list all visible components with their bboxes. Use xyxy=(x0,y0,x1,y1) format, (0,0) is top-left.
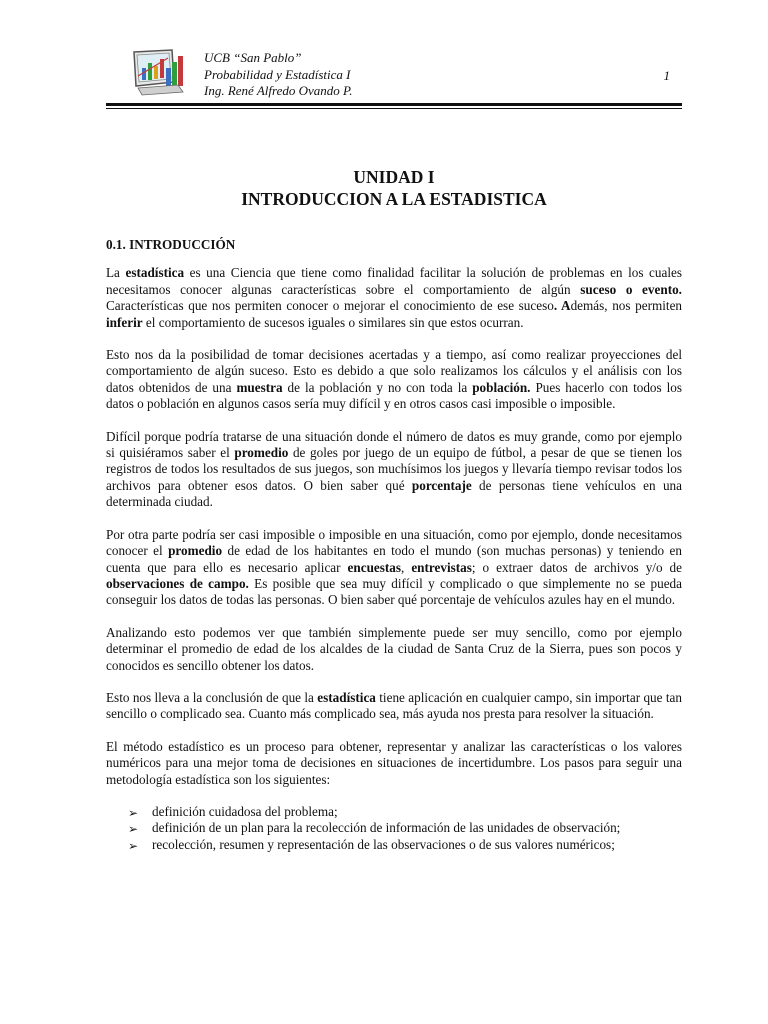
unit-title-line1: UNIDAD I xyxy=(353,167,435,187)
bold-term: inferir xyxy=(106,314,143,330)
bold-term: entrevistas xyxy=(411,559,472,575)
bold-term: . A xyxy=(553,298,571,314)
body-paragraph xyxy=(106,527,682,609)
text-run: Características que nos permiten conocer o mejorar el conocimiento de ese suceso xyxy=(106,298,554,314)
bar-chart-monitor-icon xyxy=(128,48,188,96)
bold-term: suceso o evento. xyxy=(580,281,682,297)
bold-term: encuestas xyxy=(347,559,402,575)
text-run: , xyxy=(401,559,412,575)
body-paragraph xyxy=(106,347,682,413)
header-rule-thin xyxy=(106,108,682,109)
text-run: el comportamiento de sucesos iguales o similares sin que estos ocurran. xyxy=(142,314,524,330)
header-rule-thick xyxy=(106,103,682,106)
text-run: Esto nos lleva a la conclusión de que la xyxy=(106,689,318,705)
text-run: Analizando esto podemos ver que también simplemente puede ser muy sencillo, como por ejemplo determinar el promedio de edad de los alcaldes de la ciudad de Santa Cruz de la Sierra, pues son pocos y conocidos es sencillo obtener los datos. xyxy=(106,624,682,673)
list-item xyxy=(128,804,682,820)
header-author: Ing. René Alfredo Ovando P. xyxy=(204,83,353,98)
text-run: Por otra parte podría ser casi imposible o imposible en una situación, como por ejemplo, donde necesitamos conocer el xyxy=(106,526,682,559)
text-run: Es posible que sea muy difícil y complicado o que simplemente no se pueda conseguir los datos de todas las personas. O bien saber qué porcentaje de vehículos azules hay en el mundo. xyxy=(106,575,682,608)
bold-term: promedio xyxy=(234,445,289,461)
text-run: ; o extraer datos de archivos y/o de xyxy=(471,559,682,575)
text-run: Pues hacerlo con todos los datos o población en algunos casos sería muy difícil y en otros casos casi imposible o imposible. xyxy=(106,379,682,412)
body-paragraphs xyxy=(106,265,682,788)
bold-term: estadística xyxy=(125,265,185,281)
page-number: 1 xyxy=(663,68,670,83)
bold-term: observaciones de campo. xyxy=(106,575,249,591)
text-run: de personas tiene vehículos en una determinada ciudad. xyxy=(106,477,682,510)
bold-term: muestra xyxy=(236,379,283,395)
text-run: de goles por juego de un equipo de fútbol, a pesar de que se tienen los registros de todos los resultados de sus juegos, son muchísimos los juegos y llevaría tiempo revisar todos los archivos para obtener esos datos. O bien saber qué xyxy=(106,445,682,493)
text-run: El método estadístico es un proceso para obtener, representar y analizar las características o los valores numéricos para una mejor toma de decisiones en situaciones de incertidumbre. Los pasos para seguir una metodología estadística son los siguientes: xyxy=(106,738,682,787)
text-run: de edad de los habitantes en todo el mundo (son muchas personas) y teniendo en cuenta que para ello es necesario aplicar xyxy=(106,543,683,575)
header-university: UCB “San Pablo” xyxy=(204,50,302,65)
unit-title-line2: INTRODUCCION A LA ESTADISTICA xyxy=(241,189,547,209)
page-header xyxy=(106,42,682,106)
arrow-bullet-icon: ➢ xyxy=(128,822,139,837)
text-run: Difícil porque podría tratarse de una situación donde el número de datos es muy grande, como por ejemplo si quisiéramos saber el xyxy=(106,428,682,461)
text-run: tiene aplicación en cualquier campo, sin importar que tan sencillo o complicado sea. Cuanto más complicado sea, más ayuda nos presta para resolver la situación. xyxy=(106,689,682,722)
text-run: es una Ciencia que tiene como finalidad facilitar la solución de problemas en los cuales necesitamos conocer algunas características sobre el comportamiento de algún xyxy=(106,265,682,297)
header-text xyxy=(204,50,353,100)
page-content xyxy=(106,166,682,853)
section-heading: 0.1. INTRODUCCIÓN xyxy=(106,237,236,252)
body-paragraph xyxy=(106,625,682,674)
text-run: demás, nos permiten xyxy=(570,298,683,314)
list-item xyxy=(128,820,682,836)
list-item-text: definición de un plan para la recolección de información de las unidades de observación; xyxy=(152,820,621,836)
bold-term: porcentaje xyxy=(411,477,472,493)
header-course: Probabilidad y Estadística I xyxy=(204,66,351,82)
bold-term: población. xyxy=(472,379,531,395)
steps-list xyxy=(106,804,682,853)
body-paragraph xyxy=(106,265,682,331)
bold-term: estadística xyxy=(317,689,376,705)
text-run: de la población y no con toda la xyxy=(282,379,473,395)
arrow-bullet-icon: ➢ xyxy=(128,838,139,853)
bold-term: promedio xyxy=(168,543,223,559)
list-item-text: definición cuidadosa del problema; xyxy=(152,803,338,819)
body-paragraph xyxy=(106,739,682,788)
arrow-bullet-icon: ➢ xyxy=(128,805,139,820)
body-paragraph xyxy=(106,690,682,723)
list-item-text: recolección, resumen y representación de las observaciones o de sus valores numéricos; xyxy=(152,836,615,852)
unit-title xyxy=(106,166,682,210)
text-run: La xyxy=(106,265,126,281)
list-item xyxy=(128,837,682,853)
body-paragraph xyxy=(106,429,682,511)
text-run: Esto nos da la posibilidad de tomar decisiones acertadas y a tiempo, así como realizar proyecciones del comportamiento de algún suceso. Esto es debido a que solo realizamos los cálculos y el análisis con los datos obtenidos de una xyxy=(106,347,682,395)
